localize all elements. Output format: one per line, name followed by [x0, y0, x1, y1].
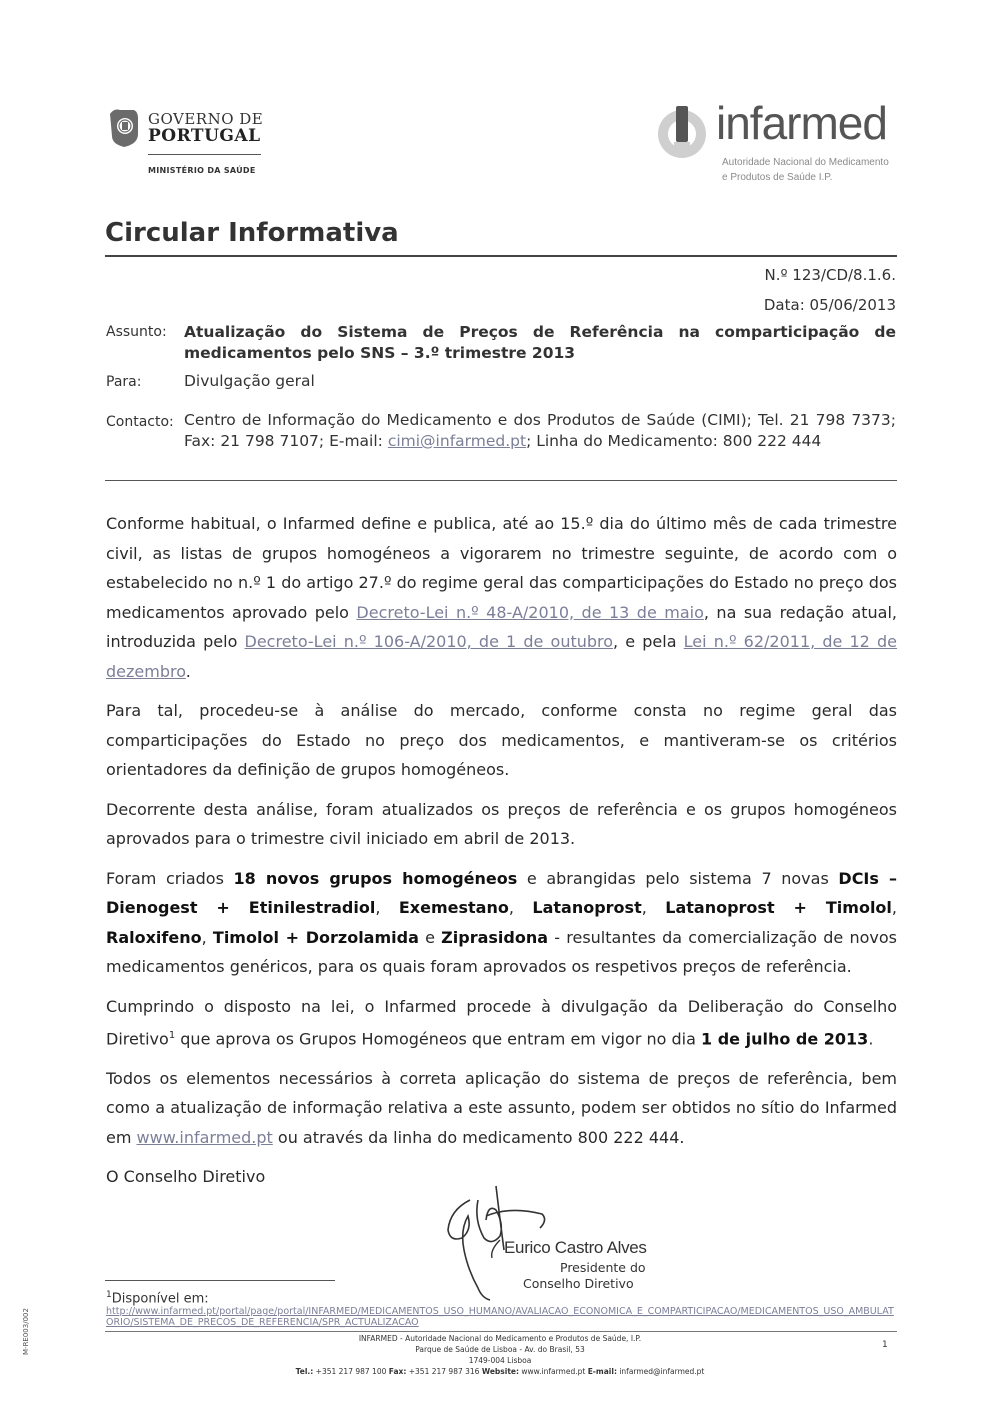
agency-sub2: e Produtos de Saúde I.P. — [722, 172, 833, 183]
infarmed-symbol-icon — [652, 102, 714, 162]
footer-fax: +351 217 987 316 — [408, 1367, 480, 1376]
assunto-value — [184, 322, 896, 364]
assunto-line2: medicamentos pelo SNS – 3.º trimestre 2013 — [184, 344, 576, 362]
gov-divider — [148, 154, 261, 155]
footer-fax-label: Fax: — [388, 1367, 407, 1376]
paragraph-4 — [106, 864, 897, 982]
p4-bold-dci-3: Latanoprost — [532, 898, 642, 917]
footer-tel: +351 217 987 100 — [315, 1367, 387, 1376]
circular-body — [106, 509, 897, 1202]
footnote-url-link[interactable]: http://www.infarmed.pt/portal/page/portal/INFARMED/MEDICAMENTOS_USO_HUMANO/AVALIACAO_ECONOMICA_E_COMPARTICIPACAO/MEDICAMENTOS_USO_AMBULATORIO/SISTEMA_DE_PRECOS_DE_REFERENCIA/SPR_ACTUALIZACAO — [106, 1306, 894, 1328]
meta-divider — [105, 480, 897, 481]
form-code: M-RE003/002 — [22, 1308, 30, 1355]
paragraph-2: Para tal, procedeu-se à análise do mercado, conforme consta no regime geral das comparticipações do Estado no preço dos medicamentos, e mantiveram-se os critérios orientadores da definição de grupos homogéneos. — [106, 701, 897, 779]
p4-sep-5: , — [201, 927, 213, 947]
p4-text-a: Foram criados — [106, 868, 234, 888]
footnote-divider — [105, 1280, 335, 1281]
p4-bold-dci-2: Exemestano — [398, 898, 509, 917]
p6-text-a: Todos os elementos necessários à correta aplicação do sistema de preços de referência, bem como a atualização de informação relativa a este assunto, podem ser obtidos no sítio do Infarmed em — [106, 1068, 897, 1147]
footer-line3: 1749-004 Lisboa — [468, 1356, 532, 1365]
lei-62-2011-link[interactable]: Lei n.º 62/2011, de 12 de dezembro — [106, 632, 898, 681]
contacto-line: ; Linha do Medicamento: 800 222 444 — [526, 432, 822, 450]
gov-line1: GOVERNO DE — [148, 110, 264, 128]
p1-text-a: Conforme habitual, o Infarmed define e publica, até ao 15.º dia do último mês de cada trimestre civil, as listas de grupos homogéneos a vigorarem no trimestre seguinte, de acordo com o estabelecido no n.º 1 do artigo 27.º do regime geral das comparticipações do Estado no preço dos medicamentos aprovado pelo — [106, 514, 897, 622]
footer-line2: Parque de Saúde de Lisboa - Av. do Brasil, 53 — [415, 1345, 585, 1354]
p4-text-c: e abrangidas pelo sistema 7 novas — [517, 868, 839, 888]
date-label: Data: — [763, 296, 805, 314]
p4-sep-4: , — [891, 898, 897, 917]
title-divider — [105, 255, 897, 257]
ministry-label: MINISTÉRIO DA SAÚDE — [148, 166, 256, 175]
assunto-line1: Atualização do Sistema de Preços de Referência na comparticipação de — [184, 323, 896, 341]
para-label: Para: — [106, 374, 142, 390]
agency-name: infarmed — [716, 97, 887, 149]
footer-tel-label: Tel.: — [295, 1367, 314, 1376]
p4-bold-dci-6: Timolol + Dorzolamida — [212, 927, 419, 947]
footer-email-label: E-mail: — [587, 1367, 617, 1376]
signatory-role-1: Presidente do — [560, 1260, 646, 1275]
paragraph-1 — [106, 509, 897, 686]
contacto-text: Centro de Informação do Medicamento e dos Produtos de Saúde (CIMI); Tel. 21 798 7373; Fax: 21 798 7107; E-mail: — [184, 411, 896, 450]
p4-sep-2: , — [508, 898, 533, 917]
p4-sep-3: , — [641, 898, 666, 917]
contacto-value — [184, 410, 896, 452]
p4-bold-dci-4: Latanoprost + Timolol — [665, 898, 892, 917]
portugal-coat-of-arms-icon — [108, 106, 140, 148]
p5-bold-date: 1 de julho de 2013 — [701, 1029, 869, 1049]
p1-text-b: , na sua redação atual, introduzida pelo — [106, 602, 897, 651]
contacto-email-link[interactable]: cimi@infarmed.pt — [387, 432, 527, 450]
p4-bold-dci-1: DCIs – Dienogest + Etinilestradiol — [106, 868, 898, 917]
p4-sep-6: e — [418, 927, 442, 947]
p1-text-c: , e pela — [613, 632, 684, 651]
infarmed-website-link[interactable]: www.infarmed.pt — [136, 1127, 273, 1147]
footnote-text: Disponível em: — [111, 1291, 209, 1307]
decreto-lei-48a-link[interactable]: Decreto-Lei n.º 48-A/2010, de 13 de maio — [356, 602, 704, 622]
paragraph-3: Decorrente desta análise, foram atualizados os preços de referência e os grupos homogéneos aprovados para o trimestre civil iniciado em abril de 2013. — [106, 799, 897, 848]
footer-contacts — [230, 1366, 770, 1377]
p4-bold-dci-7: Ziprasidona — [441, 927, 549, 947]
footer-web: www.infarmed.pt — [521, 1367, 586, 1376]
footer-divider — [105, 1331, 897, 1332]
circular-date — [764, 296, 896, 314]
p5-text-c: . — [868, 1029, 874, 1049]
date-value: 05/06/2013 — [809, 296, 896, 314]
p4-bold-dci-5: Raloxifeno — [106, 927, 202, 947]
page-footer — [230, 1333, 770, 1377]
assunto-label: Assunto: — [106, 324, 167, 340]
p4-text-d: - resultantes da comercialização de novos medicamentos genéricos, para os quais foram aprovados os respetivos preços de referência. — [106, 927, 898, 976]
circular-number: N.º 123/CD/8.1.6. — [764, 266, 896, 284]
gov-line2: PORTUGAL — [148, 126, 261, 146]
signatory-role-2: Conselho Diretivo — [523, 1276, 634, 1291]
closing-line: O Conselho Diretivo — [106, 1167, 266, 1187]
footer-web-label: Website: — [481, 1367, 520, 1376]
paragraph-5 — [106, 992, 897, 1054]
contacto-label: Contacto: — [106, 414, 174, 430]
p4-sep-1: , — [375, 898, 399, 917]
footer-line1: INFARMED - Autoridade Nacional do Medicamento e Produtos de Saúde, I.P. — [358, 1334, 642, 1343]
footer-email: infarmed@infarmed.pt — [619, 1367, 705, 1376]
p6-text-b: ou através da linha do medicamento 800 222 444. — [272, 1127, 685, 1147]
signatory-name: Eurico Castro Alves — [504, 1238, 647, 1257]
p5-text-b: que aprova os Grupos Homogéneos que entram em vigor no dia — [175, 1029, 702, 1049]
document-title: Circular Informativa — [105, 218, 399, 248]
footnote-ref: 1 — [168, 1030, 176, 1041]
agency-sub1: Autoridade Nacional do Medicamento — [722, 157, 889, 168]
para-value: Divulgação geral — [184, 372, 315, 390]
p4-bold-groups: 18 novos grupos homogéneos — [233, 868, 518, 888]
infarmed-logo — [652, 97, 902, 200]
page-number: 1 — [882, 1340, 888, 1350]
paragraph-6 — [106, 1064, 897, 1153]
p1-text-d: . — [185, 661, 191, 681]
agency-subtitle — [722, 155, 889, 185]
signature-block — [430, 1180, 680, 1300]
footnote-number: 1 — [106, 1290, 112, 1300]
footnote-label — [106, 1290, 209, 1306]
p5-text-a: Cumprindo o disposto na lei, o Infarmed procede à divulgação da Deliberação do Conselho Diretivo — [106, 996, 897, 1049]
decreto-lei-106a-link[interactable]: Decreto-Lei n.º 106-A/2010, de 1 de outubro — [244, 632, 614, 651]
footnote-url — [106, 1306, 898, 1328]
